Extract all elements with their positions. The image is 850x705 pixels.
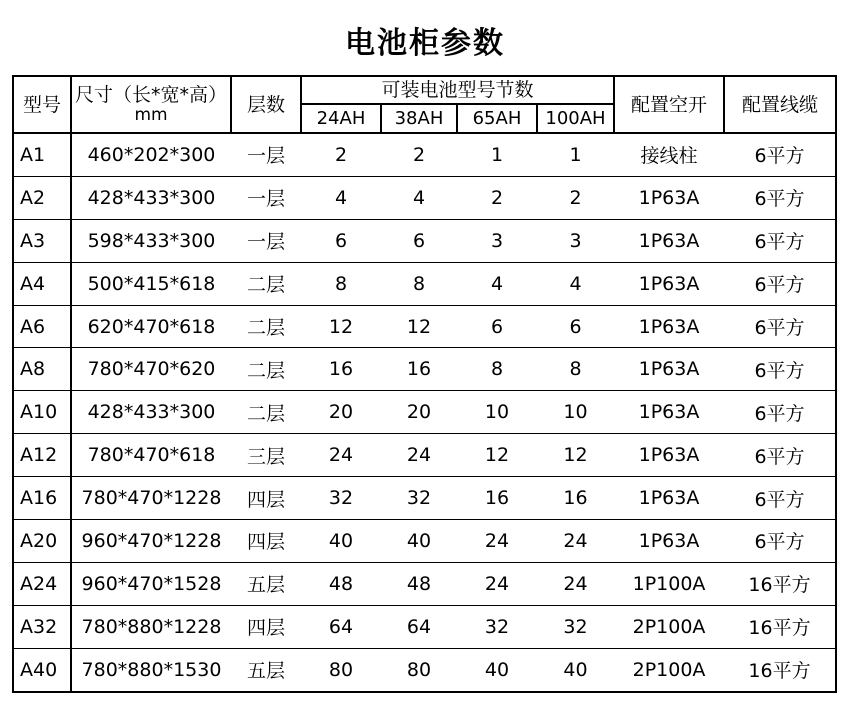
cell-ah65: 12 — [457, 434, 537, 477]
cell-model: A3 — [13, 219, 71, 262]
cell-model: A24 — [13, 562, 71, 605]
cell-dims: 598*433*300 — [71, 219, 231, 262]
cell-model: A6 — [13, 305, 71, 348]
cell-layers: 二层 — [231, 391, 301, 434]
cell-model: A20 — [13, 520, 71, 563]
cell-ah65: 32 — [457, 605, 537, 648]
cell-ah38: 40 — [381, 520, 457, 563]
cell-model: A2 — [13, 176, 71, 219]
cell-ah24: 4 — [301, 176, 381, 219]
cell-ah24: 24 — [301, 434, 381, 477]
cell-ah65: 1 — [457, 133, 537, 176]
cell-dims: 460*202*300 — [71, 133, 231, 176]
cell-ah38: 16 — [381, 348, 457, 391]
cell-ah65: 24 — [457, 520, 537, 563]
cell-ah65: 8 — [457, 348, 537, 391]
header-breaker: 配置空开 — [614, 76, 724, 133]
page-title: 电池柜参数 — [345, 26, 505, 61]
cell-ah100: 2 — [537, 176, 614, 219]
table-row — [13, 648, 836, 691]
cell-breaker: 1P63A — [614, 219, 724, 262]
cell-layers: 一层 — [231, 219, 301, 262]
cell-layers: 四层 — [231, 520, 301, 563]
cell-cable: 6平方 — [724, 477, 836, 520]
cell-ah100: 24 — [537, 562, 614, 605]
header-65ah: 65AH — [457, 104, 537, 133]
cell-dims: 780*470*1228 — [71, 477, 231, 520]
cell-ah65: 16 — [457, 477, 537, 520]
cell-layers: 二层 — [231, 305, 301, 348]
cell-cable: 16平方 — [724, 562, 836, 605]
table-row — [13, 176, 836, 219]
cell-ah100: 12 — [537, 434, 614, 477]
header-battery-group: 可装电池型号节数 — [301, 76, 614, 104]
cell-ah24: 2 — [301, 133, 381, 176]
cell-ah100: 3 — [537, 219, 614, 262]
table-row — [13, 348, 836, 391]
cell-cable: 6平方 — [724, 434, 836, 477]
table-row — [13, 391, 836, 434]
table-row — [13, 562, 836, 605]
cell-breaker: 接线柱 — [614, 133, 724, 176]
cell-ah24: 80 — [301, 648, 381, 691]
cell-layers: 二层 — [231, 262, 301, 305]
cell-ah100: 32 — [537, 605, 614, 648]
cell-ah100: 24 — [537, 520, 614, 563]
header-cable: 配置线缆 — [724, 76, 836, 133]
cell-ah65: 3 — [457, 219, 537, 262]
cell-model: A10 — [13, 391, 71, 434]
cell-ah65: 6 — [457, 305, 537, 348]
table-row — [13, 605, 836, 648]
cell-cable: 6平方 — [724, 348, 836, 391]
table-row — [13, 133, 836, 176]
cell-layers: 一层 — [231, 176, 301, 219]
cell-ah24: 64 — [301, 605, 381, 648]
cell-model: A12 — [13, 434, 71, 477]
table-body — [13, 133, 836, 692]
table-row — [13, 477, 836, 520]
cell-ah38: 80 — [381, 648, 457, 691]
cell-ah100: 16 — [537, 477, 614, 520]
cell-cable: 6平方 — [724, 262, 836, 305]
cell-layers: 四层 — [231, 605, 301, 648]
table-row — [13, 305, 836, 348]
cell-ah24: 32 — [301, 477, 381, 520]
cell-breaker: 1P63A — [614, 305, 724, 348]
header-dimensions-label: 尺寸（长*宽*高） — [74, 83, 227, 106]
cell-ah100: 1 — [537, 133, 614, 176]
cell-ah24: 16 — [301, 348, 381, 391]
header-24ah: 24AH — [301, 104, 381, 133]
cell-ah100: 6 — [537, 305, 614, 348]
cell-ah38: 6 — [381, 219, 457, 262]
cell-ah24: 48 — [301, 562, 381, 605]
cell-dims: 428*433*300 — [71, 391, 231, 434]
cell-layers: 二层 — [231, 348, 301, 391]
cell-breaker: 1P63A — [614, 477, 724, 520]
cell-ah38: 2 — [381, 133, 457, 176]
cell-ah38: 4 — [381, 176, 457, 219]
table-row — [13, 262, 836, 305]
cell-model: A8 — [13, 348, 71, 391]
table-header — [13, 76, 836, 133]
cell-cable: 6平方 — [724, 219, 836, 262]
header-100ah: 100AH — [537, 104, 614, 133]
cell-ah38: 32 — [381, 477, 457, 520]
cell-breaker: 2P100A — [614, 605, 724, 648]
cell-ah38: 48 — [381, 562, 457, 605]
cell-ah24: 6 — [301, 219, 381, 262]
cell-cable: 16平方 — [724, 648, 836, 691]
cell-breaker: 1P63A — [614, 520, 724, 563]
cell-breaker: 1P63A — [614, 176, 724, 219]
cell-cable: 16平方 — [724, 605, 836, 648]
cell-dims: 500*415*618 — [71, 262, 231, 305]
cell-breaker: 2P100A — [614, 648, 724, 691]
cell-breaker: 1P63A — [614, 434, 724, 477]
battery-cabinet-spec-table — [12, 75, 837, 693]
cell-ah38: 64 — [381, 605, 457, 648]
cell-dims: 428*433*300 — [71, 176, 231, 219]
cell-ah100: 40 — [537, 648, 614, 691]
cell-dims: 780*880*1228 — [71, 605, 231, 648]
cell-ah65: 4 — [457, 262, 537, 305]
cell-cable: 6平方 — [724, 305, 836, 348]
cell-ah38: 20 — [381, 391, 457, 434]
header-dimensions — [71, 76, 231, 133]
cell-ah100: 8 — [537, 348, 614, 391]
header-model: 型号 — [13, 76, 71, 133]
cell-cable: 6平方 — [724, 520, 836, 563]
cell-dims: 620*470*618 — [71, 305, 231, 348]
cell-dims: 780*470*620 — [71, 348, 231, 391]
cell-cable: 6平方 — [724, 391, 836, 434]
cell-model: A32 — [13, 605, 71, 648]
table-row — [13, 520, 836, 563]
cell-layers: 三层 — [231, 434, 301, 477]
cell-ah24: 40 — [301, 520, 381, 563]
cell-ah38: 12 — [381, 305, 457, 348]
cell-model: A40 — [13, 648, 71, 691]
cell-ah38: 8 — [381, 262, 457, 305]
cell-dims: 960*470*1528 — [71, 562, 231, 605]
cell-layers: 四层 — [231, 477, 301, 520]
cell-ah24: 8 — [301, 262, 381, 305]
cell-dims: 960*470*1228 — [71, 520, 231, 563]
cell-dims: 780*880*1530 — [71, 648, 231, 691]
header-layers: 层数 — [231, 76, 301, 133]
cell-breaker: 1P63A — [614, 262, 724, 305]
cell-model: A16 — [13, 477, 71, 520]
cell-ah65: 40 — [457, 648, 537, 691]
header-38ah: 38AH — [381, 104, 457, 133]
cell-ah38: 24 — [381, 434, 457, 477]
cell-ah65: 24 — [457, 562, 537, 605]
cell-breaker: 1P63A — [614, 391, 724, 434]
cell-ah100: 10 — [537, 391, 614, 434]
cell-breaker: 1P63A — [614, 348, 724, 391]
cell-ah24: 20 — [301, 391, 381, 434]
cell-layers: 五层 — [231, 562, 301, 605]
cell-model: A1 — [13, 133, 71, 176]
table-row — [13, 434, 836, 477]
cell-layers: 一层 — [231, 133, 301, 176]
cell-ah65: 10 — [457, 391, 537, 434]
cell-ah24: 12 — [301, 305, 381, 348]
cell-cable: 6平方 — [724, 133, 836, 176]
cell-ah100: 4 — [537, 262, 614, 305]
cell-cable: 6平方 — [724, 176, 836, 219]
cell-ah65: 2 — [457, 176, 537, 219]
cell-model: A4 — [13, 262, 71, 305]
header-dimensions-unit: mm — [134, 104, 168, 125]
table-row — [13, 219, 836, 262]
cell-breaker: 1P100A — [614, 562, 724, 605]
cell-layers: 五层 — [231, 648, 301, 691]
cell-dims: 780*470*618 — [71, 434, 231, 477]
